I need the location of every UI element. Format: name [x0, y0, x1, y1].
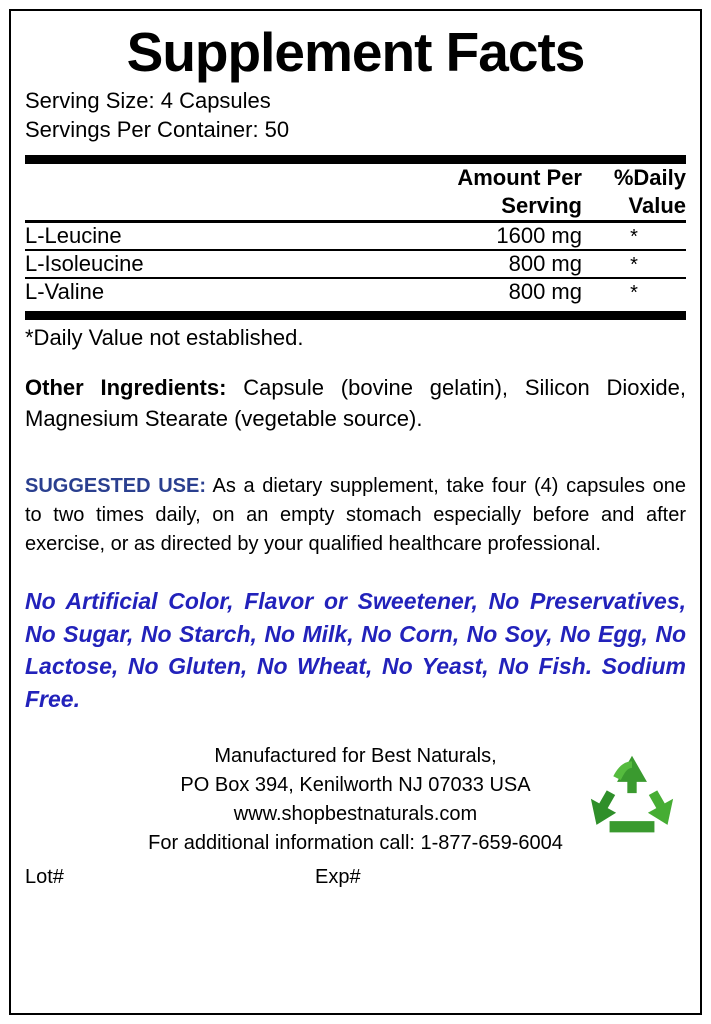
divider-thick-bottom [25, 311, 686, 320]
nutrient-amount: 800 mg [377, 250, 582, 278]
daily-value-footnote: *Daily Value not established. [25, 325, 304, 351]
exp-label: Exp# [315, 865, 361, 888]
header-amount-per-serving [377, 164, 582, 222]
other-ingredients-label: Other Ingredients: [25, 375, 227, 401]
header-daily-value [582, 164, 686, 222]
supplement-facts-panel [9, 9, 702, 1015]
manufacturer-line: Manufactured for Best Naturals, [214, 744, 497, 767]
header-dv-line2: Value [628, 193, 686, 219]
other-ingredients-text: Capsule (bovine gelatin), Silicon Dioxide, Magnesium Stearate (vegetable source). [25, 375, 686, 431]
phone-line: For additional information call: 1-877-659-6004 [148, 831, 563, 854]
table-row [25, 222, 686, 251]
nutrient-name: L-Isoleucine [25, 250, 377, 278]
suggested-use-label: SUGGESTED USE: [25, 475, 206, 498]
nutrient-name: L-Leucine [25, 222, 377, 251]
website-line: www.shopbestnaturals.com [233, 802, 478, 825]
lot-exp-row [25, 866, 686, 889]
lot-label: Lot# [25, 865, 64, 888]
divider-thick-top [25, 155, 686, 164]
other-ingredients [25, 373, 686, 434]
serving-size: Serving Size: 4 Capsules [25, 88, 271, 113]
nutrient-amount: 800 mg [508, 279, 582, 305]
table-row [25, 250, 686, 278]
footer [25, 742, 686, 858]
page-title: Supplement Facts [126, 21, 585, 83]
header-amount-line2: Serving [501, 193, 582, 219]
suggested-use-text: As a dietary supplement, take four (4) capsules one to two times daily, on an empty stomach especially before and after exercise, or as directed by your qualified healthcare professional. [25, 475, 686, 556]
nutrient-daily-value: * [582, 250, 686, 278]
header-amount-line1: Amount Per [457, 165, 582, 191]
table-row [25, 278, 686, 305]
nutrient-daily-value: * [630, 282, 638, 305]
address-line: PO Box 394, Kenilworth NJ 07033 USA [180, 773, 531, 796]
recycle-icon [584, 752, 680, 838]
servings-per-container: Servings Per Container: 50 [25, 117, 290, 143]
suggested-use [25, 472, 686, 559]
nutrient-daily-value: * [582, 222, 686, 251]
table-header-row [25, 164, 686, 222]
nutrition-table [25, 164, 686, 305]
nutrient-amount: 1600 mg [377, 222, 582, 251]
nutrient-name: L-Valine [25, 279, 105, 305]
free-from-claims: No Artificial Color, Flavor or Sweetener, No Preservatives, No Sugar, No Starch, No Milk, No Corn, No Soy, No Egg, No Lactose, No Gluten, No Wheat, No Yeast, No Fish. Sodium Free. [25, 588, 686, 713]
header-dv-line1: %Daily [613, 165, 686, 191]
